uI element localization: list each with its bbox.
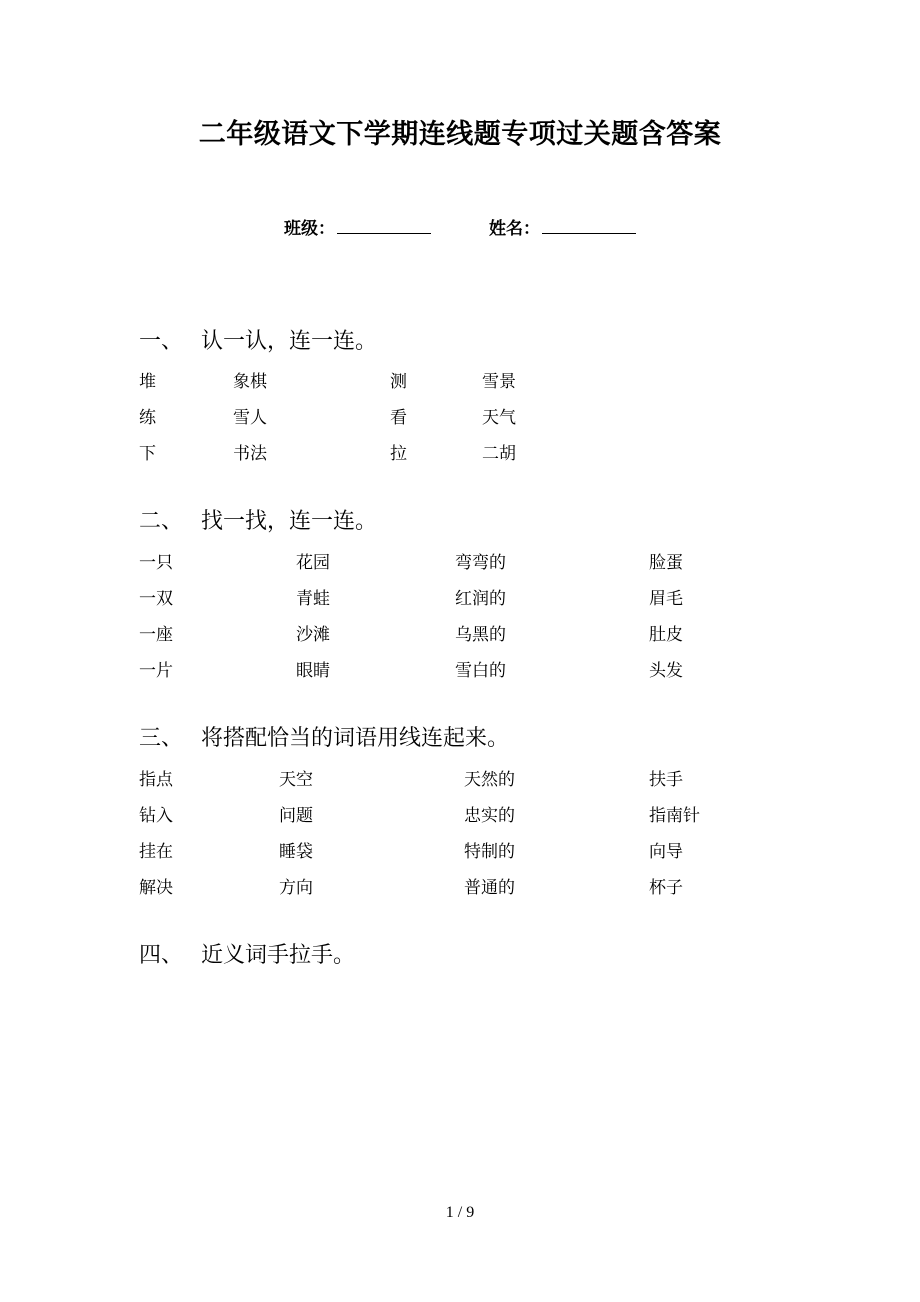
word-cell: 向导 xyxy=(649,842,683,862)
table-row xyxy=(139,581,839,617)
word-cell: 堆 xyxy=(139,372,156,392)
word-cell: 杯子 xyxy=(649,878,683,898)
name-field xyxy=(489,214,636,239)
word-cell: 特制的 xyxy=(464,842,515,862)
section-number: 三、 xyxy=(139,726,184,751)
table-row xyxy=(139,436,839,472)
section-heading xyxy=(139,723,839,755)
word-cell: 眉毛 xyxy=(649,589,683,609)
word-cell: 一片 xyxy=(139,661,173,681)
word-cell: 天然的 xyxy=(464,770,515,790)
word-cell: 练 xyxy=(139,408,156,428)
table-row xyxy=(139,364,839,400)
class-blank[interactable] xyxy=(337,216,431,234)
word-cell: 雪白的 xyxy=(455,661,506,681)
word-cell: 乌黑的 xyxy=(455,625,506,645)
word-cell: 看 xyxy=(390,408,407,428)
word-cell: 象棋 xyxy=(233,372,267,392)
word-cell: 青蛙 xyxy=(296,589,330,609)
section-number: 四、 xyxy=(139,943,184,968)
page-number: 1 / 9 xyxy=(445,1204,475,1221)
section-2 xyxy=(139,506,839,689)
word-cell: 花园 xyxy=(296,553,330,573)
name-label: 姓名： xyxy=(488,219,540,239)
word-cell: 钻入 xyxy=(139,806,173,826)
word-cell: 一座 xyxy=(139,625,173,645)
word-cell: 书法 xyxy=(233,444,267,464)
section-title: 近义词手拉手。 xyxy=(201,943,356,968)
word-cell: 二胡 xyxy=(482,444,516,464)
table-row xyxy=(139,400,839,436)
section-title: 找一找，连一连。 xyxy=(201,509,378,534)
section-4 xyxy=(139,940,839,972)
word-cell: 头发 xyxy=(649,661,683,681)
word-cell: 拉 xyxy=(390,444,407,464)
section-title: 认一认，连一连。 xyxy=(201,329,378,354)
class-field xyxy=(284,214,431,239)
word-cell: 指南针 xyxy=(649,806,700,826)
word-cell: 扶手 xyxy=(649,770,683,790)
section-heading xyxy=(139,326,839,358)
word-cell: 脸蛋 xyxy=(649,553,683,573)
table-row xyxy=(139,798,839,834)
word-cell: 普通的 xyxy=(464,878,515,898)
word-cell: 下 xyxy=(139,444,156,464)
word-cell: 一只 xyxy=(139,553,173,573)
word-cell: 测 xyxy=(390,372,407,392)
word-cell: 解决 xyxy=(139,878,173,898)
table-row xyxy=(139,834,839,870)
word-cell: 天空 xyxy=(279,770,313,790)
word-cell: 方向 xyxy=(279,878,313,898)
table-row xyxy=(139,870,839,906)
word-cell: 忠实的 xyxy=(464,806,515,826)
word-cell: 问题 xyxy=(279,806,313,826)
section-heading xyxy=(139,940,839,972)
table-row xyxy=(139,762,839,798)
word-cell: 雪景 xyxy=(482,372,516,392)
section-3 xyxy=(139,723,839,906)
section-1 xyxy=(139,326,839,472)
section-heading xyxy=(139,506,839,538)
section-number: 二、 xyxy=(139,509,184,534)
word-cell: 雪人 xyxy=(233,408,267,428)
document-title: 二年级语文下学期连线题专项过关题含答案 xyxy=(198,119,722,150)
word-cell: 眼睛 xyxy=(296,661,330,681)
class-label: 班级： xyxy=(284,219,336,239)
word-cell: 睡袋 xyxy=(279,842,313,862)
section-title: 将搭配恰当的词语用线连起来。 xyxy=(201,726,510,751)
word-cell: 肚皮 xyxy=(649,625,683,645)
word-cell: 红润的 xyxy=(455,589,506,609)
student-info-line xyxy=(0,214,920,239)
word-cell: 天气 xyxy=(482,408,516,428)
table-row xyxy=(139,653,839,689)
word-cell: 一双 xyxy=(139,589,173,609)
word-cell: 挂在 xyxy=(139,842,173,862)
table-row xyxy=(139,617,839,653)
section-number: 一、 xyxy=(139,329,184,354)
word-cell: 沙滩 xyxy=(296,625,330,645)
word-cell: 弯弯的 xyxy=(455,553,506,573)
name-blank[interactable] xyxy=(542,216,636,234)
word-cell: 指点 xyxy=(139,770,173,790)
table-row xyxy=(139,545,839,581)
